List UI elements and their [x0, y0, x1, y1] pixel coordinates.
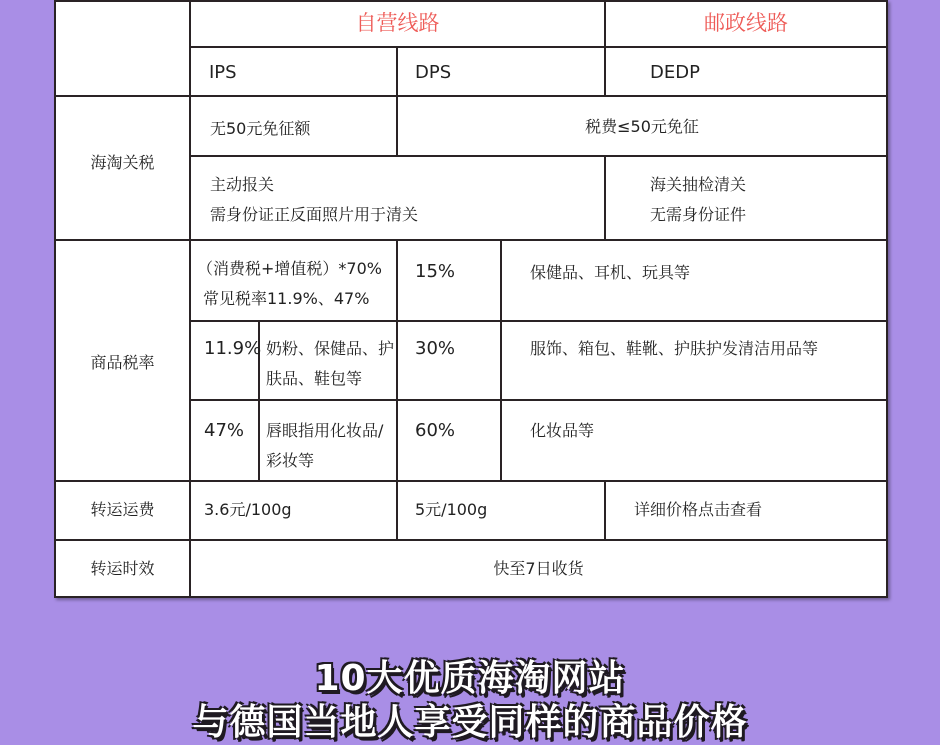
method-ips: IPS: [209, 62, 237, 83]
postal-price-link[interactable]: 详细价格点击查看: [634, 500, 763, 519]
grid-line: [396, 239, 398, 540]
grid-line: [604, 480, 606, 540]
grid-line: [54, 0, 888, 2]
grid-line: [604, 155, 606, 241]
grid-line: [189, 155, 888, 157]
grid-line: [54, 95, 888, 97]
timeliness-label: 转运时效: [90, 559, 155, 578]
grid-line: [500, 239, 502, 481]
rates-label: 商品税率: [90, 353, 155, 372]
method-dps: DPS: [415, 62, 452, 83]
customs-label: 海淘关税: [90, 153, 155, 172]
comparison-table: [54, 0, 888, 598]
self-rate-note: 常见税率11.9%、47%: [203, 289, 370, 308]
footer-headline: 10大优质海淘网站: [314, 658, 626, 699]
grid-line: [189, 0, 191, 598]
grid-line: [54, 239, 888, 241]
self-threshold: 无50元免征额: [210, 119, 311, 138]
self-rate-items: 唇眼指用化妆品/: [266, 421, 384, 440]
self-rate-items: 肤品、鞋包等: [266, 369, 363, 388]
self-rate-items: 彩妆等: [266, 451, 315, 470]
self-declare-line: 需身份证正反面照片用于清关: [210, 205, 419, 224]
self-declare-line: 主动报关: [210, 175, 275, 194]
postal-rate-items: 化妆品等: [530, 421, 595, 440]
grid-line: [54, 480, 888, 482]
grid-line: [189, 399, 888, 401]
method-dedp: DEDP: [650, 62, 700, 83]
shipping-fee-label: 转运运费: [90, 500, 155, 519]
self-rate-value: 47%: [204, 420, 245, 441]
postal-rate-value: 60%: [415, 420, 456, 441]
timeliness-value: 快至7日收货: [493, 559, 584, 578]
postal-threshold: 税费≤50元免征: [585, 117, 699, 136]
self-rate-items: 奶粉、保健品、护: [266, 339, 395, 358]
grid-line: [189, 46, 888, 48]
postal-rate-items: 服饰、箱包、鞋靴、护肤护发清洁用品等: [530, 339, 819, 358]
postal-route-header: 邮政线路: [704, 11, 788, 35]
shipping-fee-ips: 3.6元/100g: [204, 500, 292, 519]
footer-subheadline: 与德国当地人享受同样的商品价格: [192, 702, 748, 743]
postal-rate-items: 保健品、耳机、玩具等: [530, 263, 691, 282]
self-rate-note: （消费税+增值税）*70%: [197, 259, 382, 278]
postal-rate-value: 30%: [415, 338, 456, 359]
postal-rate-value: 15%: [415, 261, 456, 282]
grid-line: [54, 539, 888, 541]
postal-declare-line: 无需身份证件: [650, 205, 747, 224]
self-rate-value: 11.9%: [204, 338, 262, 359]
grid-line: [54, 596, 888, 598]
grid-line: [886, 0, 888, 598]
shipping-fee-dps: 5元/100g: [415, 500, 488, 519]
self-route-header: 自营线路: [355, 11, 440, 35]
grid-line: [189, 320, 888, 322]
postal-declare-line: 海关抽检清关: [650, 175, 747, 194]
